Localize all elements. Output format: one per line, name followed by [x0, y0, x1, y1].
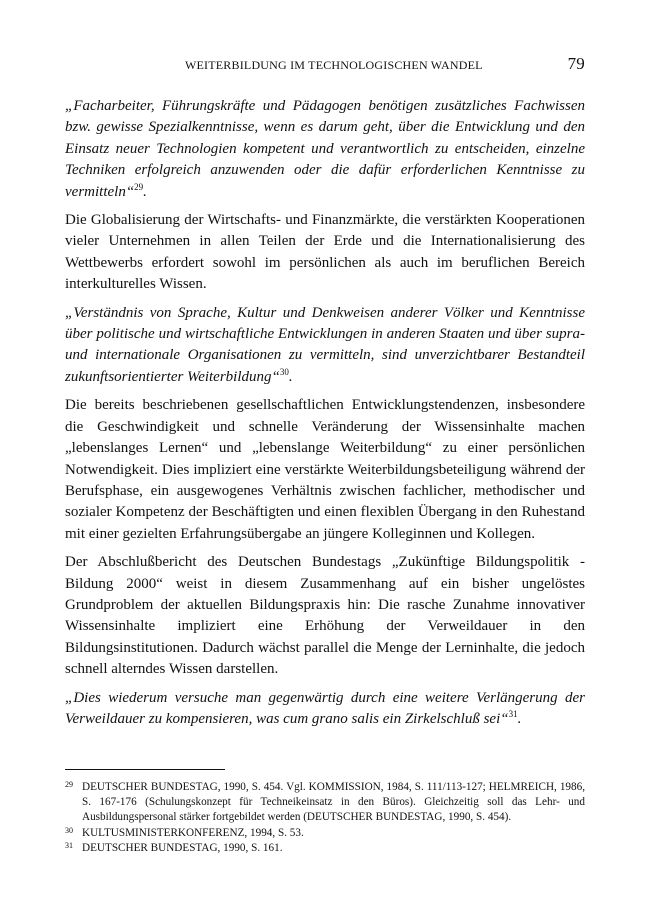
paragraph-1: Die Globalisierung der Wirtschafts- und Finanzmärkte, die verstärkten Kooperationen vieler Unternehmen in allen Teilen der Erde und die Internationalisierung des Wettbewerbs erfordert sowohl im persönlichen als auch im beruflichen Bereich interkulturelles Wissen.: [65, 212, 585, 293]
quote-block-3: [65, 688, 585, 731]
footnotes: [65, 780, 585, 856]
footnote-number: 31: [65, 840, 73, 850]
footnote-ref-29: 29: [134, 181, 144, 192]
footnote-30: [65, 826, 585, 841]
footnote-29: [65, 780, 585, 826]
footnote-text: DEUTSCHER BUNDESTAG, 1990, S. 454. Vgl. KOMMISSION, 1984, S. 111/113-127; HELMREICH, 1986, S. 167-176 (Schulungskonzept für Techneikeinsatz in den Büros). Gleichzeitig soll das Lehr- und Ausbildungspersonal stärker fortgebildet werden (DEUTSCHER BUNDESTAG, 1990, S. 454).: [82, 781, 585, 824]
running-title: WEITERBILDUNG IM TECHNOLOGISCHEN WANDEL: [185, 58, 483, 72]
footnote-text: KULTUSMINISTERKONFERENZ, 1994, S. 53.: [82, 826, 304, 839]
footnote-number: 30: [65, 825, 73, 835]
paragraph-2: Die bereits beschriebenen gesellschaftlichen Entwicklungstendenzen, insbesondere die Geschwindigkeit und schnelle Veränderung der Wissensinhalte machen „lebenslanges Lernen“ und „lebenslange Weiterbildung“ zu einer persönlichen Notwendigkeit. Dies impliziert eine verstärkte Weiterbildungsbeteiligung während der Berufsphase, ein ausgewogenes Verhältnis zwischen fachlicher, methodischer und sozialer Kompetenz der Beschäftigten und einen flexiblen Übergang in den Ruhestand mit einer gezielten Erfahrungsübergabe an jüngere Kolleginnen und Kollegen.: [65, 397, 585, 542]
quote-1: „Facharbeiter, Führungskräfte und Pädagogen benötigen zusätzliches Fachwissen bzw. gewisse Spezialkenntnisse, wenn es darum geht, über die Entwicklung und den Einsatz neuer Technologien kompetent und verantwortlich zu entscheiden, einzelne Techniken erfolgreich anzuwenden oder die dafür erforderlichen Kenntnisse zu vermitteln“$^{29}$.: [65, 98, 585, 200]
quote-3-text: „Dies wiederum versuche man gegenwärtig durch eine weitere Verlängerung der Verweildauer zu kompensieren, was cum grano salis ein Zirkelschluß sei“: [65, 689, 585, 727]
footnote-ref-31: 31: [508, 708, 518, 719]
paragraph-block-3: [65, 552, 585, 680]
quote-1-text: „Facharbeiter, Führungskräfte und Pädagogen benötigen zusätzliches Fachwissen bzw. gewisse Spezialkenntnisse, wenn es darum geht, über die Entwicklung und den Einsatz neuer Technologien kompetent und verantwortlich zu entscheiden, einzelne Techniken erfolgreich anzuwenden oder die dafür erforderlichen Kenntnisse zu vermitteln“: [65, 98, 585, 200]
footnote-ref-30: 30: [279, 366, 289, 377]
page-number: 79: [567, 54, 585, 73]
footnote-31: [65, 841, 585, 856]
quote-3: „Dies wiederum versuche man gegenwärtig durch eine weitere Verlängerung der Verweildauer zu kompensieren, was cum grano salis ein Zirkelschluß sei“$^{31}$.: [65, 689, 585, 727]
quote-block-1: [65, 96, 585, 203]
running-header: [65, 52, 585, 82]
paragraph-3: Der Abschlußbericht des Deutschen Bundestags „Zukünftige Bildungspolitik - Bildung 2000“ weist in diesem Zusammenhang auf ein bisher ungelöstes Grundproblem der aktuellen Bildungspraxis hin: Die rasche Zunahme innovativer Wissensinhalte impliziert eine Erhöhung der Verweildauer in den Bildungsinstitutionen. Dadurch wächst parallel die Menge der Lerninhalte, die jedoch schnell alterndes Wissen darstellen.: [65, 554, 585, 678]
footnote-text: DEUTSCHER BUNDESTAG, 1990, S. 161.: [82, 841, 283, 854]
quote-2-text: „Verständnis von Sprache, Kultur und Denkweisen anderer Völker und Kenntnisse über politische und wirtschaftliche Entwicklungen in anderen Staaten und über supra- und internationale Organisationen zu vermitteln, sind unverzichtbarer Bestandteil zukunftsorientierter Weiterbildung“: [65, 304, 585, 385]
paragraph-block-2: [65, 395, 585, 545]
page: [65, 52, 585, 737]
footnote-divider: [65, 769, 225, 770]
quote-2: „Verständnis von Sprache, Kultur und Denkweisen anderer Völker und Kenntnisse über politische und wirtschaftliche Entwicklungen in anderen Staaten und über supra- und internationale Organisationen zu vermitteln, sind unverzichtbarer Bestandteil zukunftsorientierter Weiterbildung“$^{30}$.: [65, 304, 585, 385]
paragraph-block-1: [65, 210, 585, 296]
quote-block-2: [65, 303, 585, 389]
footnote-number: 29: [65, 780, 73, 789]
